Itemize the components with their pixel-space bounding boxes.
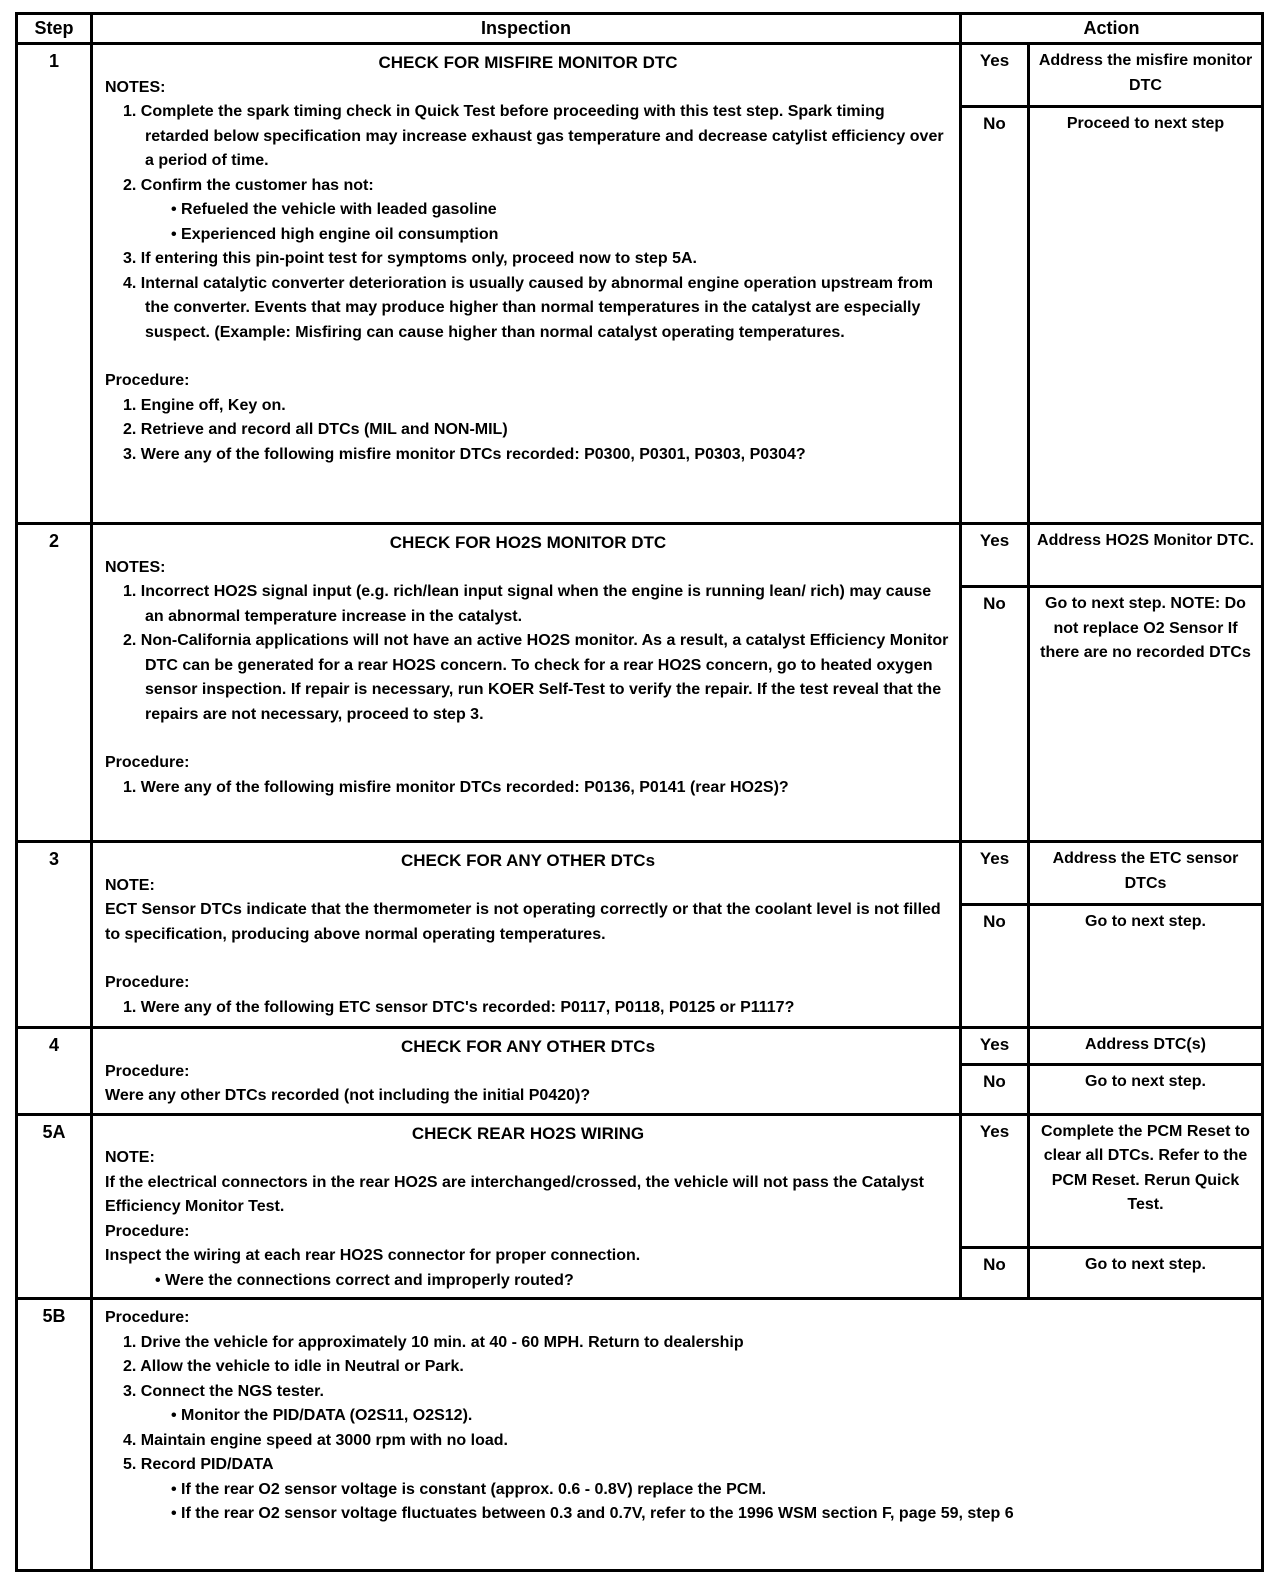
procedure-bullet: • Were the connections correct and improperly routed? (155, 1271, 574, 1289)
inspection-cell (92, 1028, 961, 1115)
note-item: 3. If entering this pin-point test for symptoms only, proceed now to step 5A. (123, 250, 697, 267)
no-label: No (962, 105, 1030, 522)
procedure-item: 1. Were any of the following misfire monitor DTCs recorded: P0136, P0141 (rear HO2S)? (123, 778, 789, 796)
yes-action: Address DTC(s) (1085, 1036, 1206, 1053)
step-number: 3 (17, 842, 92, 1028)
note-item: 1. Complete the spark timing check in Quick Test before proceeding with this test step. Spark timing retarded below specification may increase exhaust gas temperature and decrease catylist efficiency over a period of time. (123, 103, 944, 169)
no-action: Go to next step. (1030, 1063, 1261, 1113)
action-cell (961, 524, 1263, 842)
procedure-item: 1. Drive the vehicle for approximately 10 min. at 40 - 60 MPH. Return to dealership (123, 1333, 744, 1351)
step-row-2 (17, 524, 1263, 842)
header-step: Step (17, 14, 92, 44)
diagnostic-table (15, 12, 1264, 1572)
step-row-5b (17, 1299, 1263, 1571)
step-row-5a (17, 1114, 1263, 1299)
yes-label: Yes (962, 45, 1030, 105)
inspection-cell (92, 524, 961, 842)
step-title: CHECK FOR ANY OTHER DTCs (400, 1037, 656, 1056)
step-number: 2 (17, 524, 92, 842)
note-bullet: • Experienced high engine oil consumption (171, 225, 499, 243)
no-label: No (962, 903, 1030, 1026)
procedure-bullet: • If the rear O2 sensor voltage fluctuates between 0.3 and 0.7V, refer to the 1996 WSM section F, page 59, step 6 (171, 1505, 1014, 1522)
yes-label: Yes (962, 1116, 1030, 1246)
step-title: CHECK FOR HO2S MONITOR DTC (389, 533, 667, 552)
action-cell (961, 1114, 1263, 1299)
no-action: Go to next step. (1030, 1246, 1261, 1298)
no-action: Proceed to next step (1030, 105, 1261, 522)
header-row (17, 14, 1263, 44)
procedure-label: Procedure: (105, 1062, 190, 1080)
header-action: Action (961, 14, 1263, 44)
action-cell (961, 842, 1263, 1028)
procedure-label: Procedure: (105, 1222, 190, 1240)
note-item: 2. Confirm the customer has not: (123, 176, 374, 194)
inspection-cell (92, 1299, 1263, 1571)
inspection-cell (92, 842, 961, 1028)
procedure-text: Inspect the wiring at each rear HO2S connector for proper connection. (105, 1247, 641, 1264)
yes-label: Yes (962, 525, 1030, 585)
step-number: 5B (17, 1299, 92, 1571)
note-text: If the electrical connectors in the rear HO2S are interchanged/crossed, the vehicle will not pass the Catalyst Efficiency Monitor Test. (105, 1173, 924, 1215)
inspection-cell (92, 44, 961, 524)
procedure-item: 4. Maintain engine speed at 3000 rpm with no load. (123, 1431, 508, 1449)
note-bullet: • Refueled the vehicle with leaded gasoline (171, 201, 497, 218)
note-item: 4. Internal catalytic converter deterioration is usually caused by abnormal engine operation upstream from the converter. Events that may produce higher than normal temperatures in the catalyst are especially suspect. (Example: Misfiring can cause higher than normal catalyst operating temperatures. (123, 274, 934, 341)
notes-label: NOTES: (105, 78, 166, 96)
procedure-item: 1. Were any of the following ETC sensor DTC's recorded: P0117, P0118, P0125 or P1117? (123, 998, 795, 1016)
header-inspection: Inspection (92, 14, 961, 44)
inspection-cell (92, 1114, 961, 1299)
step-number: 5A (17, 1114, 92, 1299)
step-row-1 (17, 44, 1263, 524)
step-number: 4 (17, 1028, 92, 1115)
procedure-text: Were any other DTCs recorded (not including the initial P0420)? (105, 1087, 591, 1104)
yes-label: Yes (962, 843, 1030, 903)
yes-label: Yes (962, 1029, 1030, 1063)
note-item: 1. Incorrect HO2S signal input (e.g. rich/lean input signal when the engine is running lean/ rich) may cause an abnormal temperature increase in the catalyst. (123, 583, 932, 625)
procedure-item: 3. Connect the NGS tester. (123, 1382, 324, 1400)
notes-label: NOTE: (105, 1149, 155, 1166)
procedure-item: 2. Allow the vehicle to idle in Neutral or Park. (123, 1358, 464, 1375)
procedure-label: Procedure: (105, 974, 190, 991)
no-action: Go to next step. (1030, 903, 1261, 1026)
step-title: CHECK FOR MISFIRE MONITOR DTC (378, 53, 678, 72)
yes-action: Complete the PCM Reset to clear all DTCs. Refer to the PCM Reset. Rerun Quick Test. (1041, 1122, 1250, 1213)
note-text: ECT Sensor DTCs indicate that the thermometer is not operating correctly or that the coolant level is not filled to specification, producing above normal operating temperatures. (105, 901, 941, 943)
procedure-bullet: • If the rear O2 sensor voltage is constant (approx. 0.6 - 0.8V) replace the PCM. (171, 1480, 767, 1498)
procedure-item: 2. Retrieve and record all DTCs (MIL and NON-MIL) (123, 421, 508, 438)
procedure-item: 5. Record PID/DATA (123, 1456, 274, 1473)
yes-action: Address the misfire monitor DTC (1038, 52, 1253, 94)
step-title: CHECK FOR ANY OTHER DTCs (400, 851, 656, 870)
notes-label: NOTE: (105, 876, 155, 894)
no-label: No (962, 585, 1030, 840)
step-title: CHECK REAR HO2S WIRING (411, 1123, 645, 1143)
action-cell (961, 1028, 1263, 1115)
yes-action: Address HO2S Monitor DTC. (1037, 532, 1254, 549)
step-row-3 (17, 842, 1263, 1028)
procedure-item: 3. Were any of the following misfire monitor DTCs recorded: P0300, P0301, P0303, P0304? (123, 445, 806, 463)
procedure-label: Procedure: (105, 1309, 190, 1326)
procedure-item: 1. Engine off, Key on. (123, 396, 286, 414)
procedure-label: Procedure: (105, 372, 190, 389)
step-number: 1 (17, 44, 92, 524)
no-label: No (962, 1246, 1030, 1298)
action-cell (961, 44, 1263, 524)
notes-label: NOTES: (105, 558, 166, 576)
step-row-4 (17, 1028, 1263, 1115)
no-label: No (962, 1063, 1030, 1113)
yes-action: Address the ETC sensor DTCs (1052, 850, 1239, 892)
note-item: 2. Non-California applications will not have an active HO2S monitor. As a result, a catalyst Efficiency Monitor DTC can be generated for a rear HO2S concern. To check for a rear HO2S concern, go to heated oxygen sensor inspection. If repair is necessary, run KOER Self-Test to verify the repair. If the test reveal that the repairs are not necessary, proceed to step 3. (123, 632, 949, 723)
procedure-bullet: • Monitor the PID/DATA (O2S11, O2S12). (171, 1407, 473, 1424)
no-action: Go to next step. NOTE: Do not replace O2 Sensor If there are no recorded DTCs (1030, 585, 1261, 840)
procedure-label: Procedure: (105, 754, 190, 771)
